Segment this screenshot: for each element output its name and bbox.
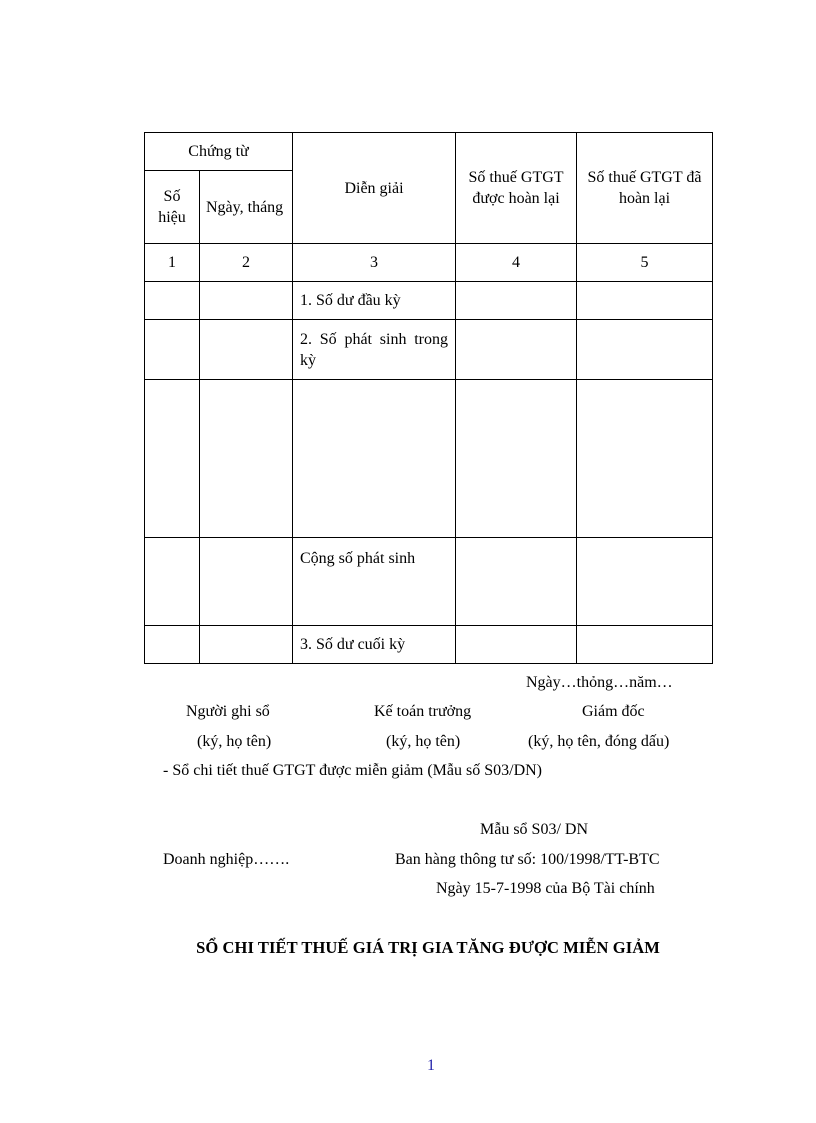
signature-recorder-role: Người ghi sổ bbox=[186, 703, 270, 720]
header-voucher-number: Số hiệu bbox=[145, 171, 200, 244]
signature-recorder-note: (ký, họ tên) bbox=[197, 733, 272, 750]
signature-chief-accountant-note: (ký, họ tên) bbox=[386, 733, 461, 750]
table-row bbox=[145, 282, 713, 320]
column-number-1: 1 bbox=[145, 244, 200, 282]
signature-director-note: (ký, họ tên, đóng dấu) bbox=[528, 733, 670, 750]
column-number-5: 5 bbox=[577, 244, 713, 282]
table-row bbox=[145, 626, 713, 664]
table-row bbox=[145, 320, 713, 380]
signature-director-role: Giám đốc bbox=[582, 703, 645, 720]
circular-date: Ngày 15-7-1998 của Bộ Tài chính bbox=[436, 880, 655, 897]
signature-chief-accountant-role: Kế toán trưởng bbox=[374, 703, 472, 720]
column-number-3: 3 bbox=[293, 244, 456, 282]
row-opening-balance: 1. Số dư đầu kỳ bbox=[293, 282, 456, 320]
enterprise-line: Doanh nghiệp……. bbox=[163, 851, 290, 868]
row-closing-balance: 3. Số dư cuối kỳ bbox=[293, 626, 456, 664]
table-row bbox=[145, 380, 713, 538]
circular-reference: Ban hàng thông tư số: 100/1998/TT-BTC bbox=[395, 851, 660, 868]
header-tax-refunded: Số thuế GTGT đã hoàn lại bbox=[577, 133, 713, 244]
header-voucher-date: Ngày, tháng bbox=[200, 171, 293, 244]
column-number-4: 4 bbox=[456, 244, 577, 282]
header-voucher: Chứng từ bbox=[145, 133, 293, 171]
table-row bbox=[145, 538, 713, 626]
date-line: Ngày…thỏng…năm… bbox=[526, 674, 673, 691]
header-description: Diễn giải bbox=[293, 133, 456, 244]
form-code: Mẫu sổ S03/ DN bbox=[480, 821, 589, 838]
document-title: SỔ CHI TIẾT THUẾ GIÁ TRỊ GIA TĂNG ĐƯỢC MIỄN GIẢM bbox=[196, 938, 660, 957]
row-period-transactions: 2. Số phát sinh trong kỳ bbox=[293, 320, 456, 380]
column-number-2: 2 bbox=[200, 244, 293, 282]
vat-ledger-table bbox=[144, 132, 713, 664]
bullet-item: - Sổ chi tiết thuế GTGT được miễn giảm (Mẫu số S03/DN) bbox=[163, 762, 543, 779]
header-tax-refundable: Số thuế GTGT được hoàn lại bbox=[456, 133, 577, 244]
page-number: 1 bbox=[427, 1057, 435, 1074]
row-total-transactions: Cộng số phát sinh bbox=[293, 538, 456, 626]
